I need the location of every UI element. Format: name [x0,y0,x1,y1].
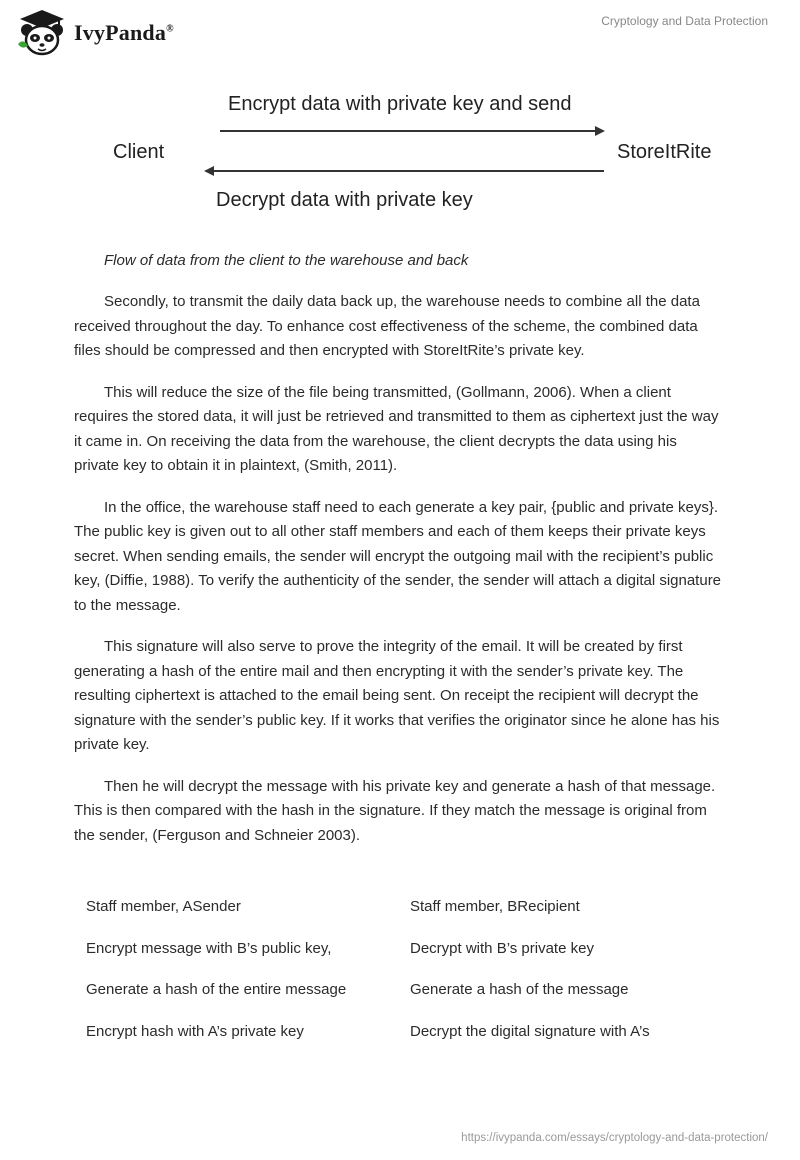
decrypt-label: Decrypt data with private key [216,189,473,211]
return-arrow-head [204,166,214,176]
paragraph: This will reduce the size of the file being transmitted, (Gollmann, 2006). When a client requires the stored data, it will just be retrieved and transmitted to them as ciphertext just the way it came in. On receiving the data from the warehouse, the client decrypts the data using his private key to obtain it in plaintext, (Smith, 2011). [74,383,719,474]
paragraph: In the office, the warehouse staff need to each generate a key pair, {public and private keys}. The public key is given out to all other staff members and each of them keeps their private keys secret. When sending emails, the sender will encrypt the outgoing mail with the recipient’s public key, (Diffie, 1988). To verify the authenticity of the sender, the sender will attach a digital signature to the message. [74,498,722,614]
table-row [86,940,726,982]
ivypanda-logo[interactable] [14,8,174,58]
sender-cell: Staff member, ASender [86,898,241,915]
figure-caption: Flow of data from the client to the warehouse and back [104,252,469,269]
paragraph: This signature will also serve to prove the integrity of the email. It will be created by first generating a hash of the entire mail and then encrypting it with the sender’s private key. The resulting ciphertext is attached to the email being sent. On receipt the recipient will decrypt the signature with the sender’s public key. If it works that verifies the originator since he alone has his private key. [74,638,720,753]
table-row [86,981,726,1023]
recipient-cell: Generate a hash of the message [410,981,629,998]
sender-cell: Encrypt hash with A’s private key [86,1022,304,1040]
send-arrow-head [595,126,605,136]
sender-cell: Encrypt message with B’s public key, [86,939,332,957]
signature-steps-table [86,898,726,1064]
paragraph: Then he will decrypt the message with his private key and generate a hash of that message. This is then compared with the hash in the signature. If they match the message is original from the sender, (Ferguson and Schneier 2003). [74,777,716,844]
page-header-title: Cryptology and Data Protection [601,14,768,28]
table-row [86,1023,726,1065]
send-label: Encrypt data with private key and send [228,93,572,115]
recipient-cell: Staff member, BRecipient [410,898,580,915]
recipient-cell: Decrypt with B’s private key [410,939,594,957]
storeitrite-node: StoreItRite [617,141,712,163]
recipient-cell: Decrypt the digital signature with A’s [410,1022,650,1040]
logo-text: IvyPanda® [74,20,174,45]
article-body [74,290,726,865]
data-flow-diagram [100,85,740,225]
client-node: Client [113,141,165,163]
table-row [86,898,726,940]
sender-cell: Generate a hash of the entire message [86,981,347,998]
paragraph: Secondly, to transmit the daily data back up, the warehouse needs to combine all the data received throughout the day. To enhance cost effectiveness of the scheme, the combined data files should be compressed and then encrypted with StoreItRite’s private key. [74,293,700,359]
panda-graduate-icon [14,8,70,58]
source-url[interactable]: https://ivypanda.com/essays/cryptology-and-data-protection/ [461,1132,768,1144]
